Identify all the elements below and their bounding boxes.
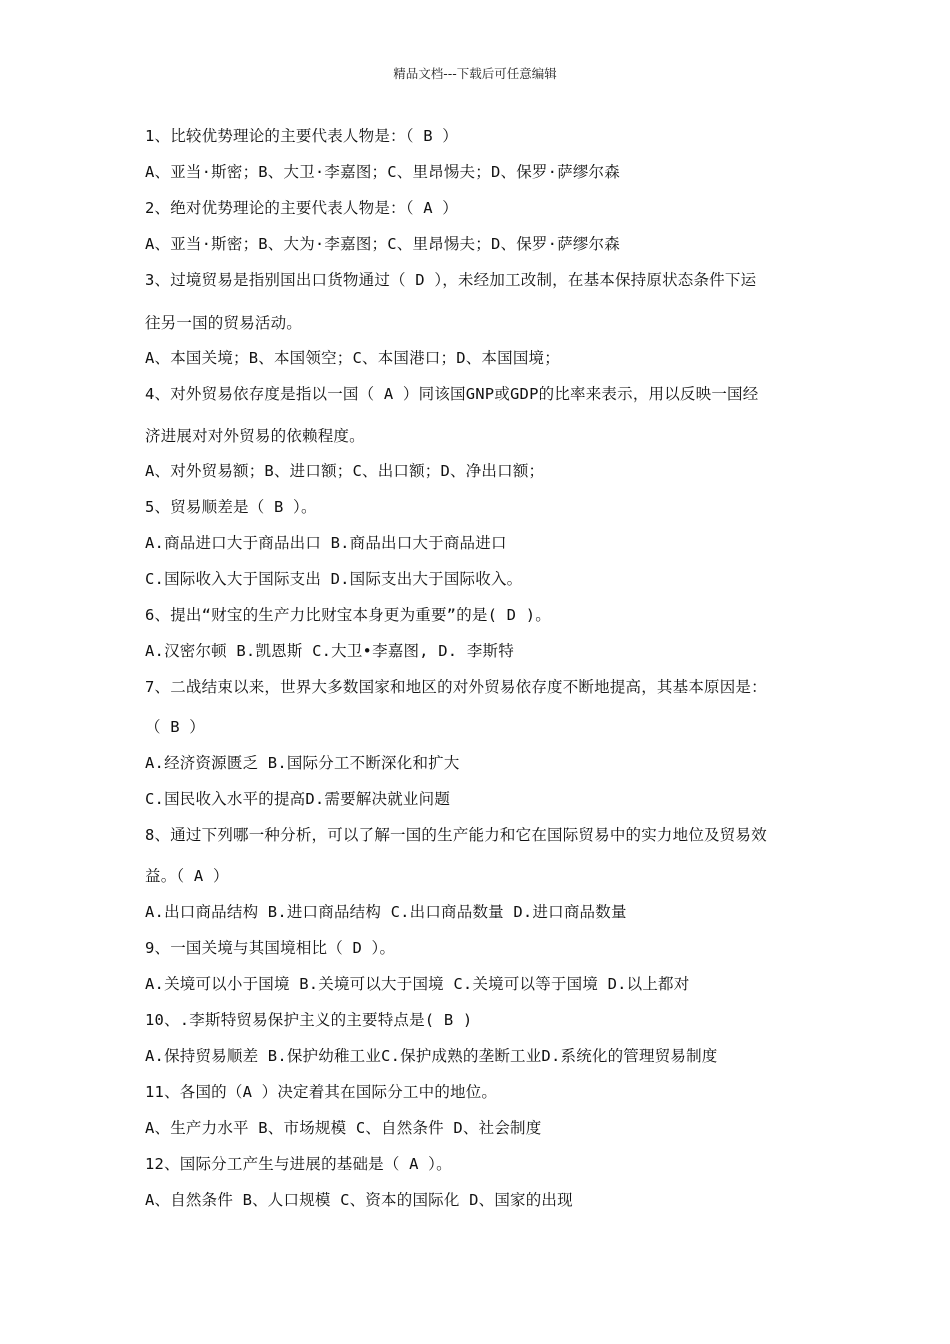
question-11-options: A、生产力水平 B、市场规模 C、自然条件 D、社会制度 (145, 1119, 542, 1137)
question-4-options: A、对外贸易额；B、进口额；C、出口额；D、净出口额； (145, 462, 545, 480)
question-5-options-cd: C.国际收入大于国际支出 D.国际支出大于国际收入。 (145, 570, 523, 588)
question-1: 1、比较优势理论的主要代表人物是：（ B ） (145, 127, 458, 145)
question-8-continued: 益。（ A ） (145, 867, 229, 885)
question-12: 12、国际分工产生与进展的基础是（ A ）。 (145, 1155, 452, 1173)
question-4-continued: 济进展对对外贸易的依赖程度。 (145, 427, 365, 445)
question-8-options: A.出口商品结构 B.进口商品结构 C.出口商品数量 D.进口商品数量 (145, 903, 627, 921)
question-9: 9、一国关境与其国境相比（ D ）。 (145, 939, 396, 957)
question-7: 7、二战结束以来，世界大多数国家和地区的对外贸易依存度不断地提高，其基本原因是： (145, 678, 767, 696)
question-6: 6、提出“财宝的生产力比财宝本身更为重要”的是( D )。 (145, 606, 551, 624)
question-8: 8、通过下列哪一种分析，可以了解一国的生产能力和它在国际贸易中的实力地位及贸易效 (145, 826, 767, 844)
question-3-options: A、本国关境；B、本国领空；C、本国港口；D、本国国境； (145, 349, 560, 367)
question-7-options-cd: C.国民收入水平的提高D.需要解决就业问题 (145, 790, 451, 808)
question-12-options: A、自然条件 B、人口规模 C、资本的国际化 D、国家的出现 (145, 1191, 573, 1209)
question-7-options-ab: A.经济资源匮乏 B.国际分工不断深化和扩大 (145, 754, 460, 772)
question-11: 11、各国的（A ）决定着其在国际分工中的地位。 (145, 1083, 498, 1101)
page-header: 精品文档---下载后可任意编辑 (393, 66, 557, 81)
question-6-options: A.汉密尔顿 B.凯恩斯 C.大卫•李嘉图, D. 李斯特 (145, 642, 514, 660)
question-10-options: A.保持贸易顺差 B.保护幼稚工业C.保护成熟的垄断工业D.系统化的管理贸易制度 (145, 1047, 718, 1065)
question-10: 10、.李斯特贸易保护主义的主要特点是( B ) (145, 1011, 473, 1029)
question-1-options: A、亚当·斯密；B、大卫·李嘉图；C、里昂惕夫；D、保罗·萨缪尔森 (145, 163, 620, 181)
question-2: 2、绝对优势理论的主要代表人物是：（ A ） (145, 199, 458, 217)
question-4: 4、对外贸易依存度是指以一国（ A ）同该国GNP或GDP的比率来表示，用以反映一国经 (145, 385, 759, 403)
question-3-continued: 往另一国的贸易活动。 (145, 314, 303, 332)
question-5-options-ab: A.商品进口大于商品出口 B.商品出口大于商品进口 (145, 534, 507, 552)
question-9-options: A.关境可以小于国境 B.关境可以大于国境 C.关境可以等于国境 D.以上都对 (145, 975, 690, 993)
question-7-answer: （ B ） (145, 718, 205, 736)
question-2-options: A、亚当·斯密；B、大为·李嘉图；C、里昂惕夫；D、保罗·萨缪尔森 (145, 235, 620, 253)
question-5: 5、贸易顺差是（ B ）。 (145, 498, 317, 516)
question-3: 3、过境贸易是指别国出口货物通过（ D ），未经加工改制，在基本保持原状态条件下运 (145, 271, 757, 289)
